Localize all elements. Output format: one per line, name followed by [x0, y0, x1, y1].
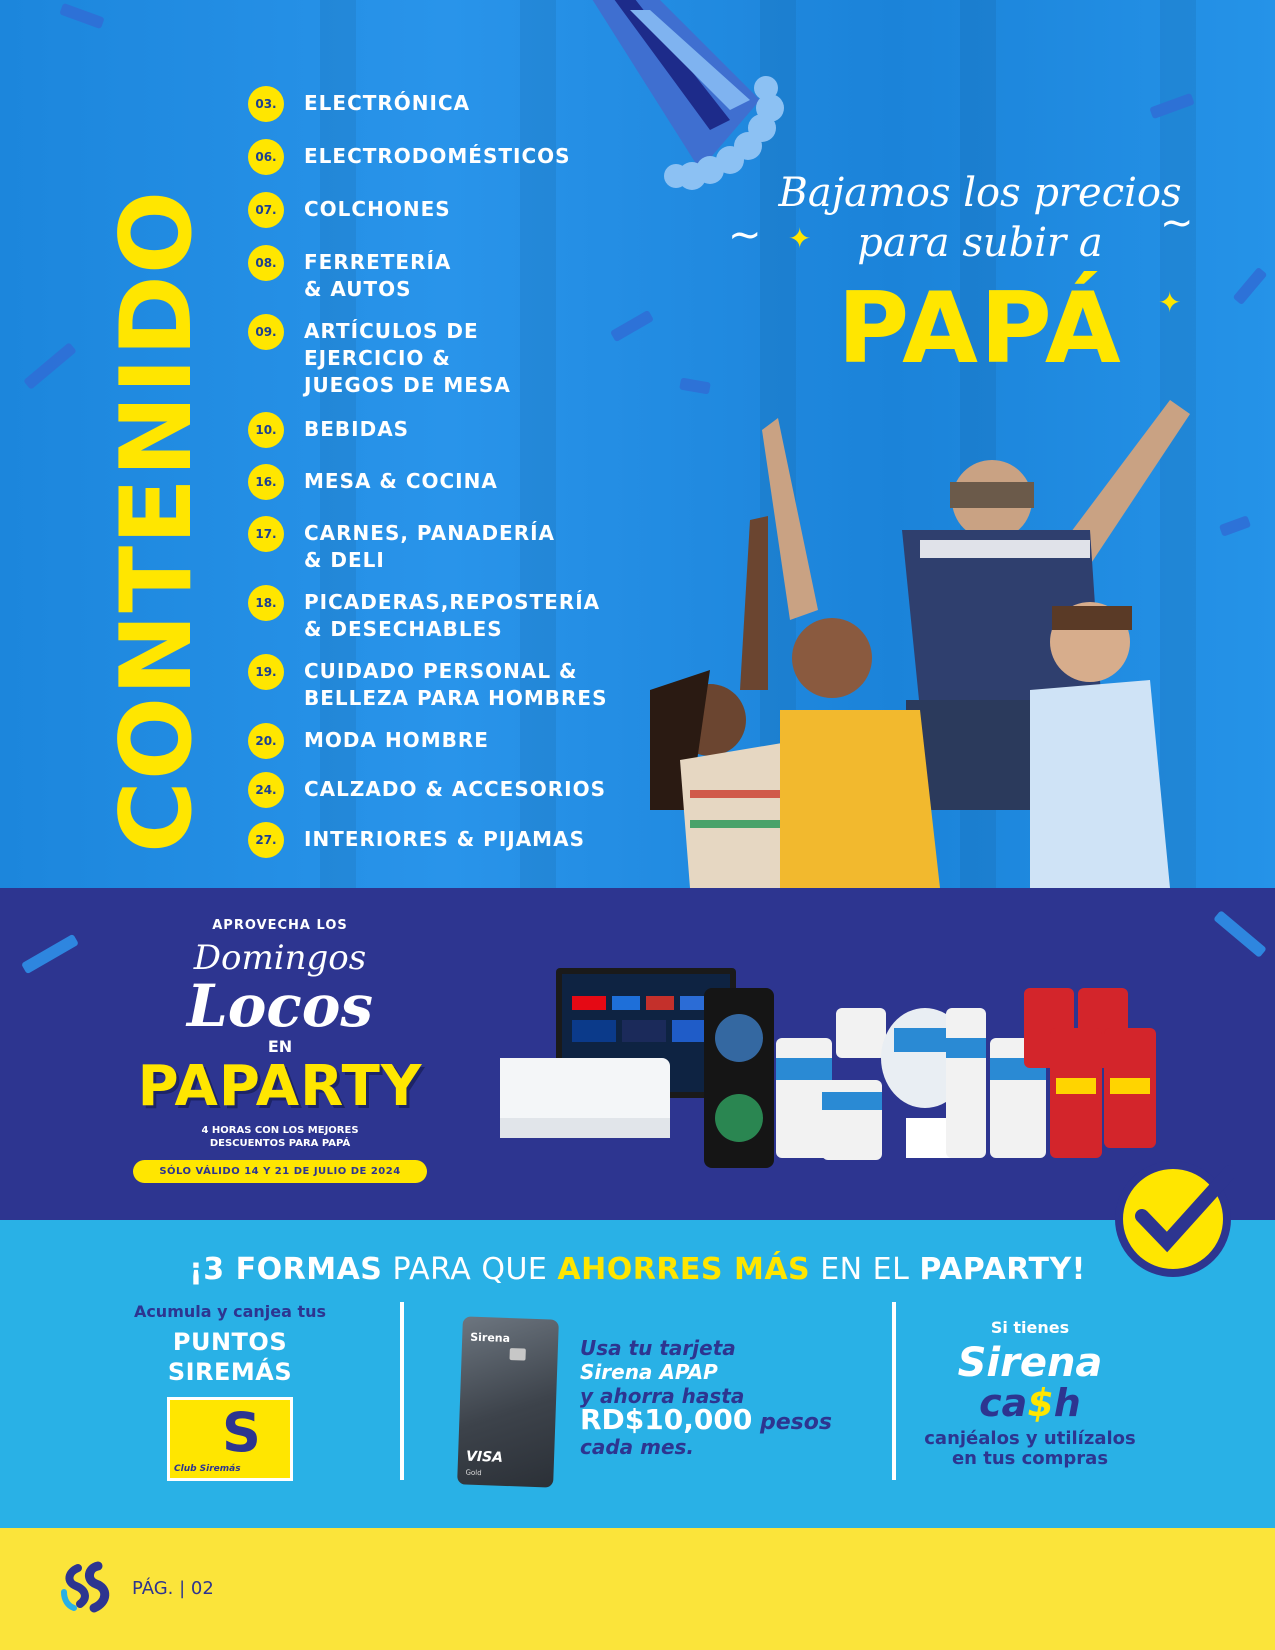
credit-card-image: [457, 1316, 559, 1487]
col2-line2: Sirena APAP: [580, 1360, 718, 1384]
confetti: [59, 3, 104, 29]
toc-item[interactable]: [248, 585, 600, 643]
ways-title-part: EN EL: [810, 1252, 920, 1287]
toc-item[interactable]: [248, 314, 511, 399]
ways-title: [0, 1252, 1275, 1287]
confetti: [1233, 267, 1268, 305]
toc-label: ELECTRODOMÉSTICOS: [304, 144, 571, 168]
column-divider: [892, 1302, 896, 1480]
toc-item[interactable]: [248, 464, 498, 500]
page-number: PÁG. | 02: [132, 1578, 214, 1599]
toc-number: 20.: [248, 723, 284, 759]
toc-number: 07.: [248, 192, 284, 228]
toc-label: ELECTRÓNICA: [304, 91, 471, 115]
confetti: [610, 310, 654, 342]
promo-top: APROVECHA LOS: [212, 918, 348, 933]
toc-item[interactable]: [248, 516, 555, 574]
ways-section: [0, 1220, 1275, 1528]
cash-part: ca: [979, 1381, 1028, 1425]
col1-big-1: PUNTOS: [172, 1328, 288, 1356]
toc-label: BEBIDAS: [304, 417, 410, 441]
promo-sub-line2: DESCUENTOS PARA PAPÁ: [209, 1138, 351, 1149]
headline-line1: Bajamos los precios: [778, 170, 1182, 216]
confetti: [1213, 910, 1267, 958]
toc-item[interactable]: [248, 139, 571, 175]
headline-papa: PAPÁ: [837, 272, 1123, 386]
domingos-locos-promo[interactable]: [130, 918, 430, 1183]
toc-item[interactable]: [248, 245, 451, 303]
headline: [730, 168, 1230, 384]
toc-item[interactable]: [248, 654, 608, 712]
club-siremas-logo: [167, 1397, 293, 1481]
siremas-logo-icon: [58, 1558, 116, 1616]
toc-item[interactable]: [248, 86, 470, 122]
ways-title-part: AHORRES MÁS: [557, 1252, 811, 1287]
swirl-left-icon: ~: [728, 212, 762, 258]
products-image: [500, 968, 1220, 1168]
checkmark-icon: [1112, 1158, 1234, 1280]
toc-label: INTERIORES & PIJAMAS: [304, 827, 585, 851]
toc-label: CUIDADO PERSONAL & BELLEZA PARA HOMBRES: [304, 659, 608, 710]
col2-line1: Usa tu tarjeta: [580, 1336, 736, 1360]
toc-label: COLCHONES: [304, 197, 451, 221]
col2-amount: RD$10,000: [580, 1403, 753, 1436]
sirena-cash-column[interactable]: [920, 1318, 1140, 1469]
club-logo-s: S: [222, 1401, 261, 1464]
toc-number: 19.: [248, 654, 284, 690]
toc-label: CARNES, PANADERÍA & DELI: [304, 521, 556, 572]
col2-line5: cada mes.: [580, 1435, 695, 1459]
card-chip-icon: [509, 1348, 525, 1361]
toc-number: 03.: [248, 86, 284, 122]
headline-line2: para subir a: [857, 220, 1103, 266]
col3-sub-2: en tus compras: [951, 1448, 1109, 1469]
ways-title-part: ¡3 FORMAS: [189, 1252, 383, 1287]
toc-number: 18.: [248, 585, 284, 621]
toc-number: 06.: [248, 139, 284, 175]
toc-label: ARTÍCULOS DE EJERCICIO & JUEGOS DE MESA: [304, 319, 511, 397]
club-logo-label: Club Siremás: [174, 1464, 241, 1474]
cash-part: h: [1053, 1381, 1081, 1425]
col2-pesos: pesos: [752, 1410, 832, 1435]
toc-item[interactable]: [248, 772, 606, 808]
sparkle-icon: ✦: [788, 222, 812, 255]
celebrating-people-image: [650, 390, 1210, 888]
toc-label: FERRETERÍA & AUTOS: [304, 250, 452, 301]
toc-label: CALZADO & ACCESORIOS: [304, 777, 607, 801]
card-brand: Sirena: [470, 1330, 511, 1346]
promo-sub-line1: 4 HORAS CON LOS MEJORES: [201, 1125, 359, 1136]
col3-small: Si tienes: [990, 1318, 1070, 1337]
toc-item[interactable]: [248, 412, 409, 448]
toc-number: 24.: [248, 772, 284, 808]
toc-item[interactable]: [248, 723, 489, 759]
sparkle-icon: ✦: [1158, 286, 1182, 319]
col2-line3: y ahorra hasta: [580, 1384, 745, 1408]
promo-paparty: PAPARTY: [137, 1054, 423, 1119]
promo-domingos: Domingos: [193, 938, 367, 978]
cash-dollar: $: [1027, 1381, 1054, 1425]
col2-amount-line: [580, 1403, 880, 1436]
swirl-right-icon: ~: [1160, 200, 1194, 246]
col3-sirena: Sirena: [957, 1340, 1103, 1386]
toc-item[interactable]: [248, 822, 585, 858]
toc-number: 08.: [248, 245, 284, 281]
toc-number: 09.: [248, 314, 284, 350]
col3-cash: [920, 1383, 1140, 1423]
ways-title-part: PAPARTY!: [919, 1252, 1086, 1287]
toc-number: 10.: [248, 412, 284, 448]
tarjeta-apap-column[interactable]: [580, 1336, 880, 1459]
page-footer: [0, 1528, 1275, 1650]
card-visa: VISA: [465, 1448, 504, 1466]
toc-label: MESA & COCINA: [304, 469, 498, 493]
toc-number: 27.: [248, 822, 284, 858]
promo-locos: Locos: [186, 972, 374, 1040]
toc-number: 17.: [248, 516, 284, 552]
confetti: [21, 934, 79, 974]
ways-title-part: PARA QUE: [382, 1252, 558, 1287]
toc-label: PICADERAS,REPOSTERÍA & DESECHABLES: [304, 590, 601, 641]
card-gold: Gold: [465, 1468, 482, 1478]
contents-title-wrap: [100, 83, 218, 853]
curtain-fold: [520, 0, 556, 888]
confetti: [1219, 515, 1251, 537]
promo-date-badge: SÓLO VÁLIDO 14 Y 21 DE JULIO DE 2024: [133, 1160, 426, 1183]
col1-big-2: SIREMÁS: [167, 1358, 293, 1386]
col1-small: Acumula y canjea tus: [133, 1302, 327, 1321]
toc-number: 16.: [248, 464, 284, 500]
contents-title: CONTENIDO: [100, 189, 214, 853]
toc-label: MODA HOMBRE: [304, 728, 489, 752]
promo-band: [0, 888, 1275, 1220]
toc-item[interactable]: [248, 192, 451, 228]
promo-en: EN: [267, 1037, 293, 1056]
confetti: [23, 342, 77, 390]
col3-sub-1: canjéalos y utilízalos: [924, 1428, 1136, 1449]
column-divider: [400, 1302, 404, 1480]
puntos-siremas-column[interactable]: [110, 1302, 350, 1481]
